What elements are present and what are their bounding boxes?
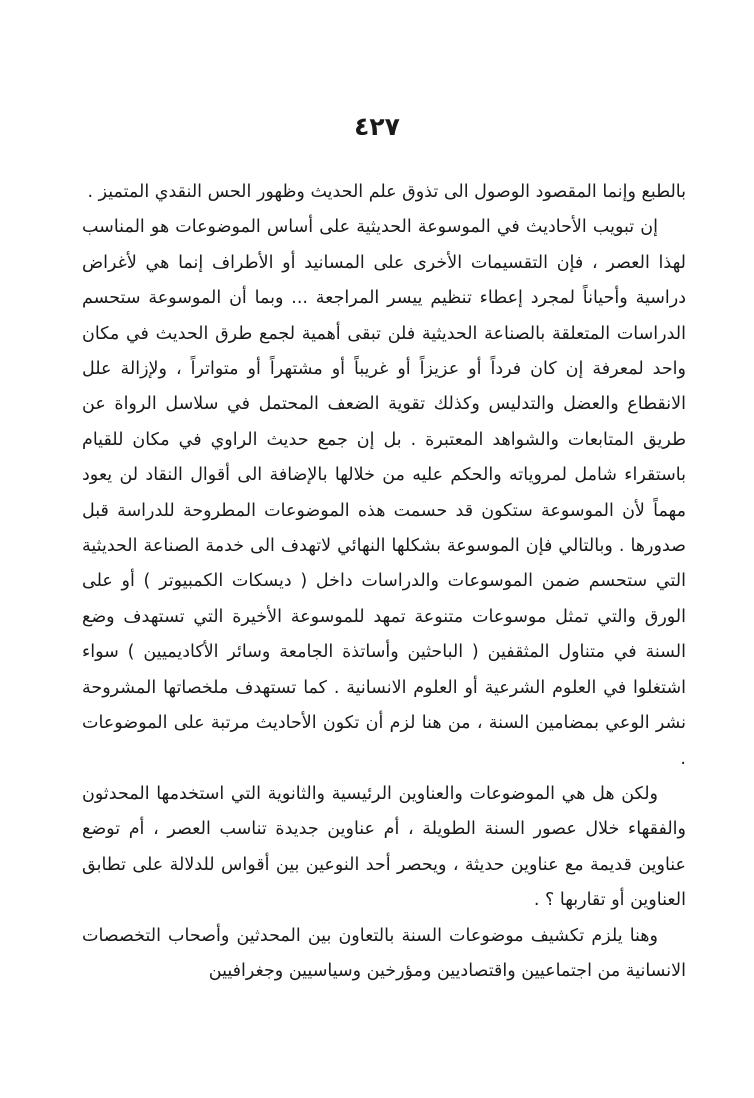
page-number: ٤٢٧ (354, 112, 400, 141)
paragraph-1: بالطبع وإنما المقصود الوصول الى تذوق علم الحديث وظهور الحس النقدي المتميز . (87, 182, 686, 202)
paragraph-2: إن تبويب الأحاديث في الموسوعة الحديثية على أساس الموضوعات هو المناسب لهذا العصر ، فإن التقسيمات الأخرى على المسانيد أو الأطراف إنما هي لأغراض دراسية وأحياناً لمجرد إعطاء تنظيم ييسر المراجعة ... وبما أن الموسوعة ستحسم الدراسات المتعلقة بالصناعة الحديثية فلن تبقى أهمية لجمع طرق الحديث في مكان واحد لمعرفة إن كان فرداً أو عزيزاً أو غريباً أو مشتهراً أو متواتراً ، ولإزالة علل الانقطاع والعضل والتدليس وكذلك تقوية الضعف المحتمل في سلاسل الرواة عن طريق المتابعات والشواهد المعتبرة . بل إن جمع حديث الراوي في مكان للقيام باستقراء شامل لمروياته والحكم عليه من خلالها بالإضافة الى أقوال النقاد لن يعود مهماً لأن الموسوعة ستكون قد حسمت هذه الموضوعات المطروحة للدراسة قبل صدورها . وبالتالي فإن الموسوعة بشكلها النهائي لاتهدف الى خدمة الصناعة الحديثية التي ستحسم ضمن الموسوعات والدراسات داخل ( ديسكات الكمبيوتر ) أو على الورق والتي تمثل موسوعات متنوعة تمهد للموسوعة الأخيرة التي تستهدف وضع السنة في متناول المثقفين ( الباحثين وأساتذة الجامعة وسائر الأكاديميين ) سواء اشتغلوا في العلوم الشرعية أو العلوم الانسانية . كما تستهدف ملخصاتها المشروحة نشر الوعي بمضامين السنة ، من هنا لزم أن تكون الأحاديث مرتبة على الموضوعات . (82, 217, 686, 769)
paragraph-4: وهنا يلزم تكشيف موضوعات السنة بالتعاون بين المحدثين وأصحاب التخصصات الانسانية من اجتماعيين واقتصاديين ومؤرخين وسياسيين وجغرافيين (82, 925, 686, 981)
paragraph-3: ولكن هل هي الموضوعات والعناوين الرئيسية والثانوية التي استخدمها المحدثون والفقهاء خلال عصور السنة الطويلة ، أم عناوين جديدة تناسب العصر ، أم توضع عناوين قديمة مع عناوين حديثة ، ويحصر أحد النوعين بين أقواس للدلالة على تطابق العناوين أو تقاربها ؟ . (82, 783, 686, 911)
body-text (82, 175, 686, 989)
